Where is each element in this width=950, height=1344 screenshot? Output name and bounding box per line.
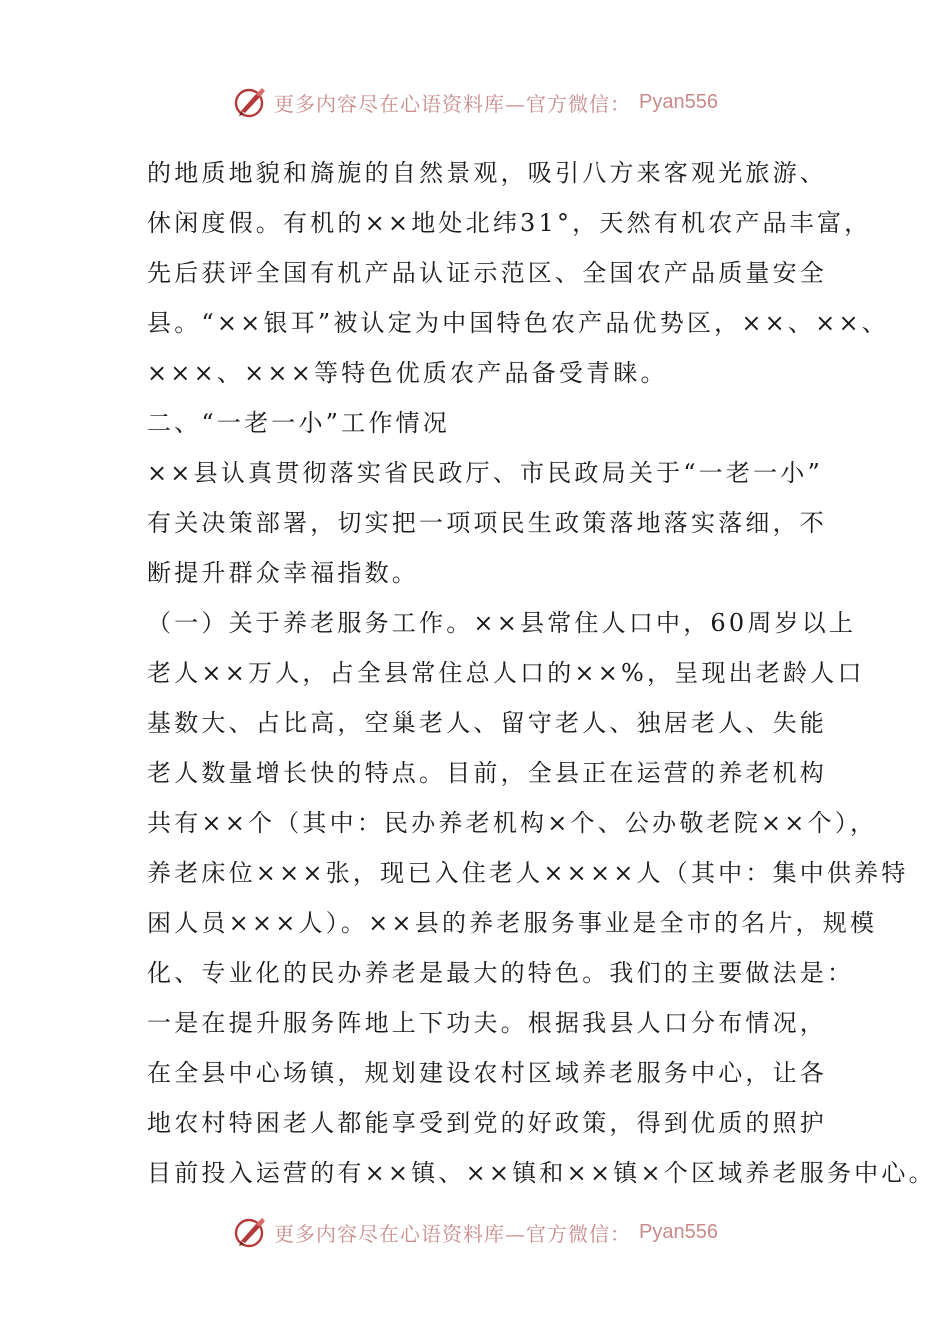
text-line: 先后获评全国有机产品认证示范区、全国农产品质量安全 bbox=[147, 259, 827, 287]
text-line: ×××、×××等特色优质农产品备受青睐。 bbox=[147, 359, 668, 387]
header-banner-text: 更多内容尽在心语资料库—官方微信： bbox=[274, 91, 632, 116]
text-line: 一是在提升服务阵地上下功夫。根据我县人口分布情况， bbox=[147, 1009, 827, 1037]
text-line: 老人××万人，占全县常住总人口的××%，呈现出老龄人口 bbox=[147, 659, 865, 687]
text-line: 在全县中心场镇，规划建设农村区域养老服务中心，让各 bbox=[147, 1059, 827, 1087]
text-line: 地农村特困老人都能享受到党的好政策，得到优质的照护 bbox=[147, 1109, 827, 1137]
document-body bbox=[147, 148, 936, 1198]
pen-logo-icon bbox=[232, 1214, 268, 1250]
header-banner-handle: Pyan556 bbox=[639, 90, 718, 113]
text-line: 休闲度假。有机的××地处北纬31°，天然有机农产品丰富， bbox=[147, 209, 872, 237]
text-line: 困人员×××人）。××县的养老服务事业是全市的名片，规模 bbox=[147, 909, 878, 937]
text-line: 县。“××银耳”被认定为中国特色农产品优势区，××、××、 bbox=[147, 309, 889, 337]
text-line: 养老床位×××张，现已入住老人××××人（其中：集中供养特 bbox=[147, 859, 909, 887]
footer-banner-handle: Pyan556 bbox=[639, 1220, 718, 1243]
text-line: 断提升群众幸福指数。 bbox=[147, 559, 419, 587]
text-line: 共有××个（其中：民办养老机构×个、公办敬老院××个）， bbox=[147, 809, 878, 837]
text-line: 的地质地貌和旖旎的自然景观，吸引八方来客观光旅游、 bbox=[147, 159, 827, 187]
text-line: 有关决策部署，切实把一项项民生政策落地落实落细，不 bbox=[147, 509, 827, 537]
footer-banner bbox=[0, 1212, 950, 1252]
footer-banner-text: 更多内容尽在心语资料库—官方微信： bbox=[274, 1221, 632, 1246]
pen-logo-icon bbox=[232, 84, 268, 120]
text-line: 化、专业化的民办养老是最大的特色。我们的主要做法是： bbox=[147, 959, 855, 987]
header-banner bbox=[0, 82, 950, 122]
text-line: 目前投入运营的有××镇、××镇和××镇×个区域养老服务中心。 bbox=[147, 1159, 936, 1187]
text-line: 老人数量增长快的特点。目前，全县正在运营的养老机构 bbox=[147, 759, 827, 787]
subsection-line: （一）关于养老服务工作。××县常住人口中，60周岁以上 bbox=[147, 609, 857, 637]
text-line: 基数大、占比高，空巢老人、留守老人、独居老人、失能 bbox=[147, 709, 827, 737]
text-line: ××县认真贯彻落实省民政厅、市民政局关于“一老一小” bbox=[147, 459, 823, 487]
section-heading: 二、“一老一小”工作情况 bbox=[147, 409, 450, 437]
